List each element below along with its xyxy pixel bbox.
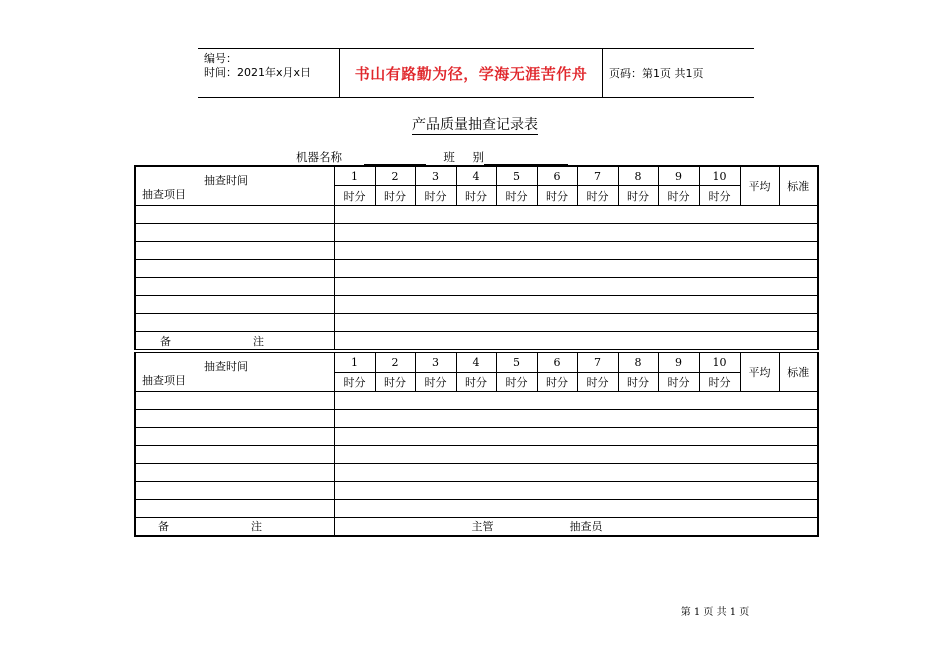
col-header: 5 (496, 353, 537, 373)
title-text: 产品质量抽查记录表 (412, 117, 538, 133)
record-cell[interactable] (334, 482, 818, 500)
time-unit: 时分 (496, 372, 537, 392)
remark-label-2: 注 (251, 520, 262, 534)
item-cell[interactable] (135, 206, 334, 224)
record-cell[interactable] (334, 446, 818, 464)
document-header (198, 48, 754, 98)
shift-label-1: 班 (443, 150, 455, 164)
time-unit: 时分 (334, 372, 375, 392)
col-header: 2 (375, 166, 415, 186)
remark-cell[interactable] (334, 332, 818, 350)
time-unit: 时分 (375, 372, 415, 392)
time-unit: 时分 (334, 186, 375, 206)
col-header: 7 (577, 353, 618, 373)
header-page-cell (603, 49, 754, 97)
time-unit: 时分 (699, 186, 740, 206)
time-unit: 时分 (537, 186, 577, 206)
shift-field[interactable] (484, 152, 568, 165)
time-header: 抽查时间 (204, 174, 248, 187)
machine-name-field[interactable] (364, 152, 426, 165)
item-cell[interactable] (135, 260, 334, 278)
item-cell[interactable] (135, 278, 334, 296)
time-unit: 时分 (577, 186, 618, 206)
time-unit: 时分 (537, 372, 577, 392)
item-header: 抽查项目 (142, 188, 186, 201)
motto-text: 书山有路勤为径，学海无涯苦作舟 (354, 64, 588, 83)
diagonal-header-cell (135, 353, 334, 392)
item-header: 抽查项目 (142, 374, 186, 387)
col-header: 5 (496, 166, 537, 186)
page-footer (0, 603, 950, 618)
item-cell[interactable] (135, 296, 334, 314)
col-header: 8 (618, 353, 658, 373)
item-cell[interactable] (135, 314, 334, 332)
col-header: 6 (537, 166, 577, 186)
col-header: 7 (577, 166, 618, 186)
record-cell[interactable] (334, 410, 818, 428)
diagonal-header-cell (135, 166, 334, 206)
time-label: 时间：2021年x月x日 (204, 66, 312, 79)
col-header: 1 (334, 353, 375, 373)
shift-label-2: 别 (472, 150, 484, 164)
record-cell[interactable] (334, 464, 818, 482)
avg-header: 平均 (740, 166, 779, 206)
std-header: 标准 (779, 353, 818, 392)
header-motto-cell (339, 49, 603, 97)
inspection-table-2 (134, 352, 819, 537)
record-cell[interactable] (334, 260, 818, 278)
col-header: 6 (537, 353, 577, 373)
header-left-cell (198, 49, 339, 97)
inspector-label: 抽查员 (569, 520, 603, 534)
remark-label-1: 备 (158, 520, 169, 534)
col-header: 4 (456, 166, 496, 186)
time-unit: 时分 (415, 372, 456, 392)
col-header: 10 (699, 353, 740, 373)
time-unit: 时分 (577, 372, 618, 392)
col-header: 10 (699, 166, 740, 186)
remark-label-cell (135, 332, 334, 350)
time-unit: 时分 (375, 186, 415, 206)
time-unit: 时分 (618, 186, 658, 206)
page-code: 页码：第1页 共1页 (609, 66, 704, 80)
footer-page-number: 第 1 页 共 1 页 (680, 607, 750, 618)
number-label: 编号： (204, 52, 237, 65)
record-cell[interactable] (334, 314, 818, 332)
col-header: 3 (415, 353, 456, 373)
item-cell[interactable] (135, 242, 334, 260)
std-header: 标准 (779, 166, 818, 206)
record-cell[interactable] (334, 500, 818, 518)
record-cell[interactable] (334, 242, 818, 260)
record-cell[interactable] (334, 296, 818, 314)
col-header: 8 (618, 166, 658, 186)
item-cell[interactable] (135, 482, 334, 500)
record-cell[interactable] (334, 206, 818, 224)
col-header: 4 (456, 353, 496, 373)
col-header: 9 (658, 353, 699, 373)
record-cell[interactable] (334, 278, 818, 296)
item-cell[interactable] (135, 446, 334, 464)
remark-label-2: 注 (253, 334, 264, 348)
record-cell[interactable] (334, 428, 818, 446)
machine-shift-line (296, 149, 568, 165)
signature-cell[interactable] (334, 518, 818, 536)
inspection-table-1 (134, 165, 819, 350)
item-cell[interactable] (135, 428, 334, 446)
item-cell[interactable] (135, 464, 334, 482)
record-cell[interactable] (334, 392, 818, 410)
item-cell[interactable] (135, 224, 334, 242)
document-title (0, 114, 950, 134)
time-unit: 时分 (456, 186, 496, 206)
remark-label-cell (135, 518, 334, 536)
item-cell[interactable] (135, 500, 334, 518)
item-cell[interactable] (135, 410, 334, 428)
item-cell[interactable] (135, 392, 334, 410)
avg-header: 平均 (740, 353, 779, 392)
time-unit: 时分 (456, 372, 496, 392)
col-header: 9 (658, 166, 699, 186)
time-unit: 时分 (658, 186, 699, 206)
col-header: 1 (334, 166, 375, 186)
col-header: 3 (415, 166, 456, 186)
remark-label-1: 备 (160, 334, 171, 348)
col-header: 2 (375, 353, 415, 373)
machine-label: 机器名称 (296, 150, 342, 164)
time-unit: 时分 (658, 372, 699, 392)
time-header: 抽查时间 (204, 360, 248, 373)
time-unit: 时分 (618, 372, 658, 392)
record-cell[interactable] (334, 224, 818, 242)
supervisor-label: 主管 (471, 520, 494, 534)
time-unit: 时分 (415, 186, 456, 206)
time-unit: 时分 (699, 372, 740, 392)
time-unit: 时分 (496, 186, 537, 206)
